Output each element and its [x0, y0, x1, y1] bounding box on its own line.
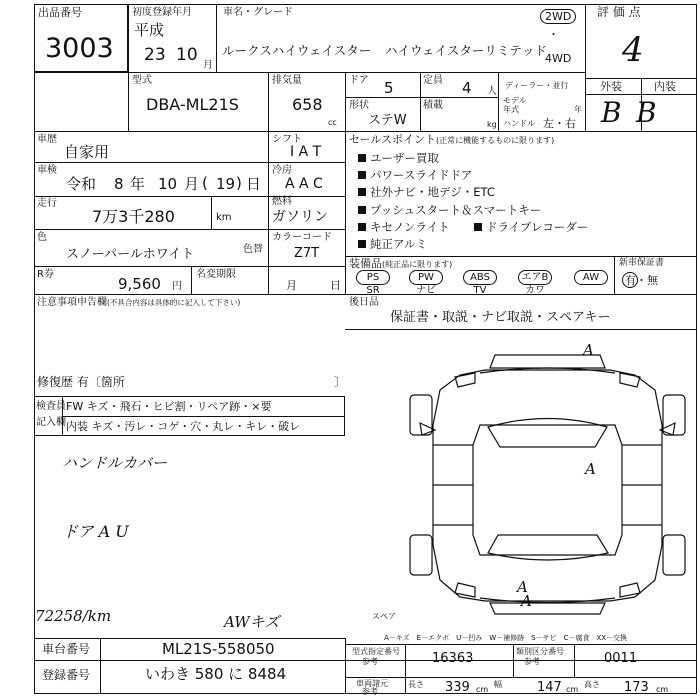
score-label: 評 価 点 — [597, 5, 641, 19]
reg-month-unit: 月 — [203, 60, 213, 71]
divider — [62, 416, 345, 417]
divider — [34, 72, 585, 73]
sales-point-item: 純正アルミ — [358, 237, 427, 251]
divider — [513, 644, 514, 677]
divider — [345, 638, 346, 694]
warranty-value: 有・無 — [625, 274, 658, 287]
mileage-value: 7万3千280 — [92, 207, 175, 226]
capacity-value: 4 — [462, 79, 472, 97]
divider — [614, 256, 615, 294]
repair-close: 〕 — [334, 375, 347, 389]
bullet-icon — [358, 223, 366, 231]
divider — [345, 256, 697, 257]
car-grade: ハイウェイスターリミテッド — [385, 43, 547, 58]
divider — [498, 72, 499, 131]
name-change-month: 月 — [286, 279, 297, 292]
damage-mark-a: A — [521, 592, 532, 610]
displacement-unit: cc — [328, 118, 337, 127]
damage-mark-a: A — [583, 341, 594, 359]
divider — [345, 644, 697, 645]
sales-point-item: 社外ナビ・地デジ・ETC — [358, 185, 495, 199]
damage-mark-a: A — [585, 460, 596, 478]
inspection-day: 19 — [216, 175, 236, 193]
repair-title: 修復歴 — [37, 375, 74, 389]
divider — [268, 72, 269, 131]
sales-points-note: (正常に機能するものに限ります) — [436, 136, 555, 145]
name-change-label: 名変期限 — [196, 269, 236, 280]
divider — [211, 196, 212, 229]
sales-points-title: セールスポイント — [349, 133, 437, 146]
warranty-label: 新車保証書 — [619, 258, 665, 268]
width-value: 147 — [537, 680, 562, 695]
interior-grade: B — [636, 96, 657, 129]
type-cert-label: 型式指定番号 — [352, 647, 400, 656]
class-num-label: 類別区分番号 — [516, 647, 564, 656]
equipment-note: (純正品に限ります) — [382, 260, 453, 269]
bullet-icon — [474, 223, 482, 231]
load-unit: kg — [487, 120, 497, 129]
height-unit: cm — [656, 685, 669, 694]
bullet-icon — [358, 171, 366, 179]
inspector-label-1: 検査員 — [36, 401, 66, 412]
reg-year: 23 — [144, 45, 166, 65]
handwritten-note-1: ハンドルカバー — [62, 454, 168, 472]
caution-label — [37, 297, 240, 308]
divider — [420, 72, 421, 131]
equip-airbag: エアB — [518, 270, 552, 285]
model-year-label: モデル年式 — [503, 96, 527, 114]
shape-label: 形状 — [349, 100, 369, 111]
capacity-unit: 人 — [487, 86, 497, 97]
divider — [574, 644, 575, 677]
inspection-row-fw: FW キズ・飛石・ヒビ割・リペア跡・×要 — [66, 400, 272, 413]
handle-label: ハンドル — [503, 119, 535, 128]
equip-navi: ナビ — [416, 285, 436, 296]
caution-title: 注意事項申告欄 — [37, 297, 107, 308]
handwritten-note-2: ドア A U — [62, 522, 129, 541]
model-label: 型式 — [132, 75, 152, 86]
first-reg-label: 初度登録年月 — [132, 7, 192, 18]
inspection-day-paren: ( — [202, 174, 208, 192]
recycle-unit: 円 — [172, 281, 182, 292]
equip-aw: AW — [574, 270, 608, 285]
divider — [34, 131, 697, 132]
handwritten-note-3: 72258/km — [35, 607, 112, 625]
bullet-icon — [358, 240, 366, 248]
equip-pw: PW — [409, 270, 443, 285]
reg-era: 平成 — [134, 21, 165, 39]
color-change-label: 色替 — [243, 244, 263, 255]
dealer-label: ディーラー・並行 — [505, 81, 569, 90]
interior-label: 内装 — [654, 80, 676, 93]
handwritten-note-4: AWキズ — [224, 613, 280, 631]
divider — [345, 329, 697, 330]
plate-label: 登録番号 — [42, 668, 91, 682]
divider — [345, 677, 697, 678]
accessories-label: 後日品 — [349, 297, 379, 308]
load-label: 積載 — [423, 100, 443, 111]
sales-point-item: ユーザー買取 — [358, 151, 439, 165]
divider — [191, 266, 192, 294]
damage-mark-a: A — [517, 578, 528, 596]
plate-value: いわき 580 に 8484 — [145, 665, 287, 683]
divider — [34, 638, 345, 639]
fuel-label: 燃料 — [272, 196, 292, 207]
lot-number: 3003 — [45, 33, 114, 64]
repair-value: 有〔箇所 — [76, 375, 125, 389]
color-value: スノーパールホワイト — [66, 247, 195, 262]
shape-value: ステW — [368, 113, 407, 128]
history-label: 車歴 — [37, 134, 57, 145]
caution-note: (不具合内容は具体的に記入して下さい) — [107, 298, 241, 307]
inspection-label: 車検 — [37, 165, 57, 176]
divider — [216, 4, 217, 72]
drive-dot: ・ — [548, 28, 559, 41]
fuel-value: ガソリン — [272, 209, 328, 225]
equipment-title: 装備品 — [349, 257, 382, 270]
dims-label: 車両諸元 — [356, 679, 388, 688]
model-value: DBA-ML21S — [146, 95, 239, 114]
width-label: 幅 — [494, 680, 502, 689]
sales-points-label — [349, 134, 554, 146]
sales-point-item: ドライブレコーダー — [474, 220, 588, 234]
height-value: 173 — [624, 680, 649, 695]
divider — [34, 162, 345, 163]
reg-month: 10 — [176, 45, 198, 65]
accessories-value: 保証書・取説・ナビ取説・スペアキー — [390, 310, 611, 325]
color-code-value: Z7T — [294, 246, 320, 261]
repair-label — [37, 377, 125, 388]
class-num-ref: 参考 — [524, 657, 540, 666]
mileage-label: 走行 — [37, 198, 57, 209]
equip-ps: PS — [356, 270, 390, 285]
shift-value: I A T — [290, 144, 322, 160]
equip-abs: ABS — [463, 270, 497, 285]
damage-legend: A－キズ E－エクボ U－凹み W－補修跡 S－サビ C－腐食 XX－交換 — [384, 634, 628, 642]
displacement-value: 658 — [292, 95, 323, 114]
equip-tv: TV — [473, 285, 487, 296]
chassis-label: 車台番号 — [42, 642, 91, 656]
inspection-day-unit: 日 — [246, 175, 262, 193]
type-cert-ref: 参考 — [362, 657, 378, 666]
sales-point-item: キセノンライト — [358, 220, 450, 234]
bullet-icon — [358, 188, 366, 196]
divider — [128, 4, 129, 131]
dims-ref: 参考 — [362, 687, 378, 696]
bullet-icon — [358, 154, 366, 162]
bullet-icon — [358, 206, 366, 214]
class-num-value: 0011 — [604, 651, 638, 666]
height-label: 高さ — [584, 680, 600, 689]
equipment-label — [349, 258, 452, 270]
score-value: 4 — [622, 30, 644, 70]
shift-label: シフト — [272, 134, 302, 145]
inspection-day-paren: ) — [236, 174, 242, 192]
divider — [34, 196, 345, 197]
inspector-label-2: 記入欄 — [36, 417, 66, 428]
sales-point-item: パワースライドドア — [358, 168, 472, 182]
divider — [345, 72, 346, 294]
type-cert-value: 16363 — [432, 651, 474, 666]
inspection-era: 令和 — [66, 175, 97, 193]
exterior-label: 外装 — [600, 80, 622, 93]
inspection-month-unit: 月 — [184, 175, 200, 193]
inspection-row-interior: 内装 キズ・汚レ・コゲ・穴・丸レ・キレ・破レ — [66, 420, 301, 433]
length-value: 339 — [445, 680, 470, 695]
capacity-label: 定員 — [423, 75, 443, 86]
equip-sr: SR — [366, 285, 380, 296]
divider — [585, 78, 697, 79]
divider — [34, 266, 345, 267]
ac-label: 冷房 — [272, 165, 292, 176]
mileage-unit: km — [216, 212, 232, 223]
length-label: 長さ — [408, 680, 424, 689]
width-unit: cm — [566, 685, 579, 694]
color-code-label: カラーコード — [272, 232, 332, 243]
divider — [34, 229, 345, 230]
doors-value: 5 — [384, 79, 394, 97]
drive-2wd: 2WD — [540, 9, 576, 24]
spare-label: スペア — [372, 612, 396, 621]
ac-value: A A C — [285, 176, 323, 192]
lot-label: 出品番号 — [38, 6, 82, 19]
inspection-year-unit: 年 — [130, 175, 146, 193]
divider — [100, 638, 101, 694]
car-damage-diagram — [400, 335, 700, 620]
model-year-unit: 年 — [574, 105, 582, 114]
displacement-label: 排気量 — [272, 75, 302, 86]
doors-label: ドア — [349, 75, 369, 86]
drive-4wd: 4WD — [545, 52, 572, 65]
divider — [268, 131, 269, 294]
chassis-value: ML21S-558050 — [162, 640, 275, 658]
sales-point-item: プッシュスタート＆スマートキー — [358, 203, 541, 217]
divider — [585, 4, 586, 131]
recycle-fee: 9,560 — [118, 275, 161, 293]
color-label: 色 — [37, 232, 47, 243]
inspection-year: 8 — [114, 175, 124, 193]
handle-value: 左・右 — [543, 117, 576, 130]
recycle-label: R券 — [37, 269, 54, 280]
inspection-month: 10 — [158, 175, 178, 193]
name-change-day: 日 — [330, 279, 341, 292]
history-value: 自家用 — [64, 143, 110, 161]
car-name: ルークスハイウェイスター — [222, 43, 372, 58]
length-unit: cm — [476, 685, 489, 694]
exterior-grade: B — [601, 96, 622, 129]
name-grade-label: 車名・グレード — [223, 7, 293, 18]
equip-leather: カワ — [525, 285, 545, 296]
divider — [405, 644, 406, 694]
divider — [585, 94, 697, 95]
divider — [345, 97, 498, 98]
